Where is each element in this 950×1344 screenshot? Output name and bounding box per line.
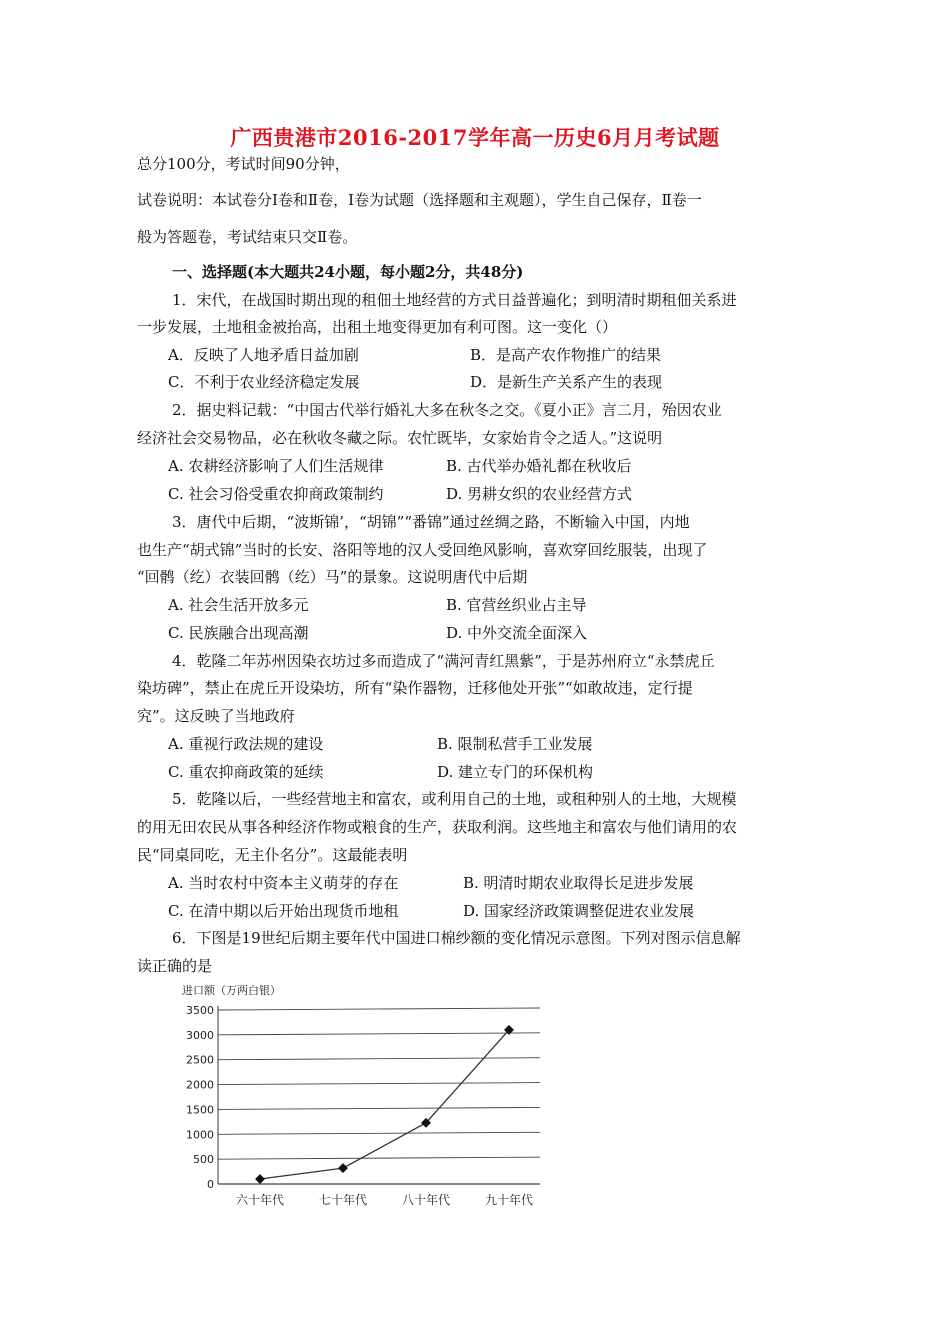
q5-option-c: C. 在清中期以后开始出现货币地租 (168, 902, 399, 920)
q3-option-c: C. 民族融合出现高潮 (168, 624, 309, 642)
q1-stem-line-2: 一步发展，土地租金被抬高，出租土地变得更加有利可图。这一变化（） (137, 318, 618, 336)
q3-option-a: A. 社会生活开放多元 (168, 596, 309, 614)
y-tick-label: 1000 (186, 1128, 214, 1142)
q3-stem-line-3: “回鹘（纥）衣装回鹘（纥）马”的景象。这说明唐代中后期 (137, 568, 528, 586)
series-line (260, 1030, 509, 1179)
q5-stem-line-2: 的用无田农民从事各种经济作物或粮食的生产，获取利润。这些地主和富农与他们请用的农 (137, 818, 738, 836)
q1-option-d: D．是新生产关系产生的表现 (470, 373, 663, 391)
q1-stem-line-1: 1．宋代，在战国时期出现的租佃土地经营的方式日益普遍化；到明清时期租佃关系进 (172, 291, 737, 309)
q2-option-b: B. 古代举办婚礼都在秋收后 (446, 457, 632, 475)
q5-option-b: B. 明清时期农业取得长足进步发展 (463, 874, 694, 892)
y-tick-label: 3000 (186, 1028, 214, 1042)
q3-option-b: B. 官营丝织业占主导 (446, 596, 587, 614)
cotton-yarn-import-chart (180, 978, 560, 1212)
score-info: 总分100分，考试时间90分钟， (137, 155, 350, 173)
q5-option-a: A. 当时农村中资本主义萌芽的存在 (168, 874, 399, 892)
gridline (218, 1107, 540, 1109)
q4-stem-line-3: 究”。这反映了当地政府 (137, 707, 295, 725)
data-point (338, 1163, 348, 1173)
q3-stem-line-2: 也生产“胡式锦”当时的长安、洛阳等地的汉人受回绝风影响，喜欢穿回纥服装，出现了 (137, 541, 708, 559)
gridline (218, 1058, 540, 1060)
q3-option-d: D. 中外交流全面深入 (446, 624, 588, 642)
q5-stem-line-1: 5．乾隆以后，一些经营地主和富农，或利用自己的土地，或租种别人的土地，大规模 (172, 790, 737, 808)
y-axis-label: 进口额（万两白银） (182, 984, 281, 997)
q2-option-c: C. 社会习俗受重农抑商政策制约 (168, 485, 384, 503)
q6-stem-line-2: 读正确的是 (137, 957, 213, 975)
q1-option-c: C．不利于农业经济稳定发展 (168, 373, 360, 391)
y-tick-label: 0 (207, 1178, 214, 1191)
y-tick-label: 1500 (186, 1103, 214, 1117)
section-heading: 一、选择题(本大题共24小题，每小题2分，共48分) (172, 263, 524, 281)
q4-option-a: A. 重视行政法规的建设 (168, 735, 324, 753)
q2-stem-line-1: 2．据史料记载：“中国古代举行婚礼大多在秋冬之交。《夏小正》言二月，殆因农业 (172, 401, 722, 419)
y-tick-label: 3500 (186, 1004, 214, 1017)
x-category-label: 六十年代 (235, 1193, 285, 1207)
q2-stem-line-2: 经济社会交易物品，必在秋收冬藏之际。农忙既毕，女家始肯令之适人。”这说明 (137, 429, 663, 447)
q5-stem-line-3: 民“同桌同吃，无主仆名分”。这最能表明 (137, 846, 408, 864)
x-category-label: 九十年代 (484, 1193, 534, 1207)
q1-option-a: A．反映了人地矛盾日益加剧 (168, 346, 359, 364)
q4-option-c: C. 重农抑商政策的延续 (168, 763, 324, 781)
gridline (218, 1083, 540, 1085)
gridline (218, 1008, 540, 1010)
gridline (218, 1033, 540, 1035)
q5-option-d: D. 国家经济政策调整促进农业发展 (463, 902, 695, 920)
gridline (218, 1157, 540, 1159)
page-title: 广西贵港市2016-2017学年高一历史6月月考试题 (230, 125, 720, 150)
q2-option-a: A. 农耕经济影响了人们生活规律 (168, 457, 384, 475)
q4-stem-line-2: 染坊碑”，禁止在虎丘开设染坊，所有“染作器物，迁移他处开张”“如敢故违，定行提 (137, 679, 693, 697)
q1-option-b: B．是高产农作物推广的结果 (470, 346, 662, 364)
data-point (255, 1174, 265, 1184)
exam-description-line-2: 般为答题卷，考试结束只交Ⅱ卷。 (137, 228, 358, 246)
q2-option-d: D. 男耕女织的农业经营方式 (446, 485, 633, 503)
gridline (218, 1132, 540, 1134)
q6-stem-line-1: 6．下图是19世纪后期主要年代中国进口棉纱额的变化情况示意图。下列对图示信息解 (172, 929, 741, 947)
q4-option-b: B. 限制私营手工业发展 (437, 735, 593, 753)
x-category-label: 七十年代 (318, 1193, 368, 1207)
y-tick-label: 500 (193, 1153, 214, 1167)
y-tick-label: 2500 (186, 1053, 214, 1067)
x-category-label: 八十年代 (401, 1193, 451, 1207)
q4-option-d: D. 建立专门的环保机构 (437, 763, 594, 781)
line-chart-svg (180, 978, 560, 1212)
y-tick-label: 2000 (186, 1078, 214, 1092)
q3-stem-line-1: 3．唐代中后期，“波斯锦’，“胡锦”“番锦”通过丝绸之路，不断输入中国，内地 (172, 513, 690, 531)
exam-description-line-1: 试卷说明：本试卷分Ⅰ卷和Ⅱ卷，Ⅰ卷为试题（选择题和主观题），学生自己保存，Ⅱ卷一 (137, 191, 702, 209)
q4-stem-line-1: 4．乾隆二年苏州因染衣坊过多而造成了“满河青红黑紫”，于是苏州府立“永禁虎丘 (172, 652, 715, 670)
